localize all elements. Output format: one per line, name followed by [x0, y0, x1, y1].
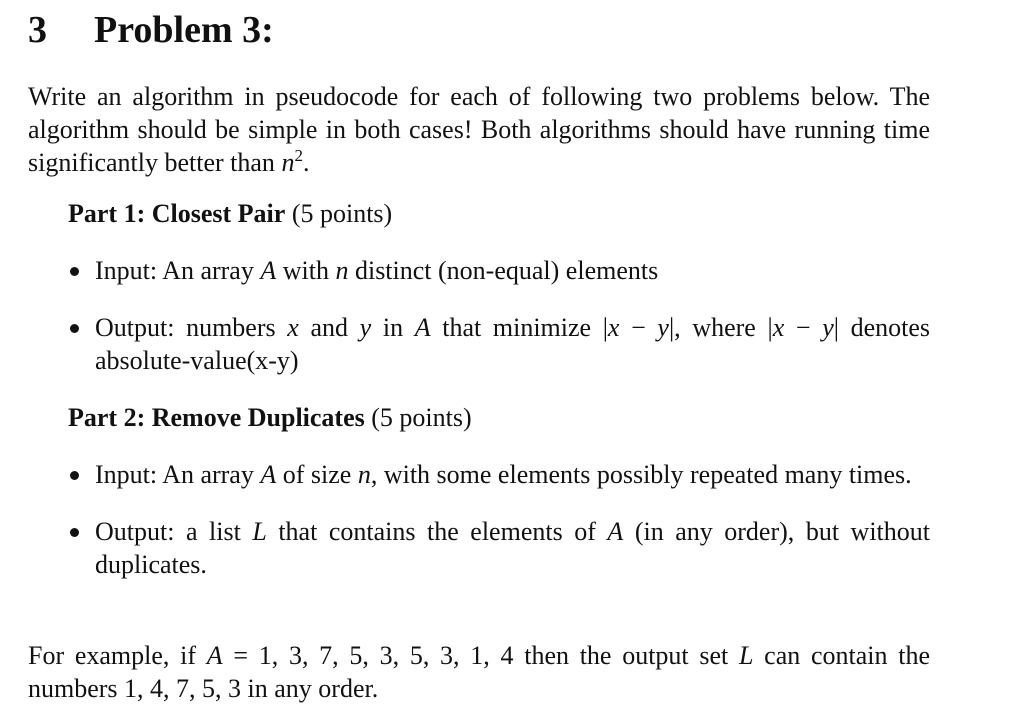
part1-heading [68, 197, 392, 230]
math-var-a: A [206, 641, 223, 670]
part2-input-item [68, 458, 930, 491]
text: (in any order), but without duplicates. [95, 517, 931, 579]
math-var-a: A [260, 460, 277, 489]
part2-title: Part 2: Remove Duplicates [68, 403, 365, 432]
text: = 1, 3, 7, 5, 3, 5, 3, 1, 4 then the output set [222, 641, 739, 670]
part1-input-item [68, 254, 930, 287]
text: Output: numbers [95, 313, 288, 342]
part1-points: (5 points) [291, 199, 393, 228]
example-paragraph [28, 639, 930, 705]
part1-bullet-list [68, 254, 930, 377]
math-var-a: A [260, 256, 277, 285]
math-minus: − [784, 313, 823, 342]
part2-output-item [68, 515, 930, 581]
part2-heading [68, 401, 472, 434]
section-title: Problem 3: [94, 9, 274, 51]
part1-title: Part 1: Closest Pair [68, 199, 286, 228]
math-var-a: A [607, 517, 624, 546]
math-exponent: 2 [294, 146, 303, 165]
math-var-x: x [772, 313, 785, 342]
intro-text: Write an algorithm in pseudocode for each of following two problems below. The algorithm should be simple in both cases! Both algorithms should have running time significantly better than [28, 82, 930, 177]
part2-bullet-list [68, 458, 930, 581]
intro-paragraph [28, 80, 930, 179]
math-minus: − [619, 313, 658, 342]
text: that contains the elements of [266, 517, 608, 546]
text: in [371, 313, 415, 342]
section-heading [28, 6, 274, 54]
text: and [298, 313, 360, 342]
part1-output-item [68, 311, 930, 377]
text: |, where | [668, 313, 773, 342]
text: Input: An array [95, 256, 261, 285]
text: of size [276, 460, 358, 489]
math-var-a: A [414, 313, 431, 342]
text: | denotes absolute-value(x-y) [95, 313, 931, 375]
part2-points: (5 points) [371, 403, 472, 432]
bullet-icon [70, 471, 79, 480]
math-var-n: n [281, 148, 295, 177]
bullet-icon [70, 267, 79, 276]
text: can contain the numbers 1, 4, 7, 5, 3 in any order. [28, 641, 930, 703]
math-var-x: x [287, 313, 299, 342]
math-var-n: n [357, 460, 371, 489]
text: Output: a list [95, 517, 253, 546]
math-var-l: L [738, 641, 754, 670]
math-var-n: n [335, 256, 349, 285]
math-var-l: L [252, 517, 267, 546]
intro-text-end: . [302, 148, 310, 177]
text: with [276, 256, 336, 285]
math-var-y: y [822, 313, 834, 342]
text: For example, if [28, 641, 207, 670]
math-var-y: y [359, 313, 372, 342]
math-var-y: y [657, 313, 669, 342]
bullet-icon [70, 324, 79, 333]
section-number: 3 [28, 9, 47, 51]
text: Input: An array [95, 460, 261, 489]
bullet-icon [70, 528, 79, 537]
text: that minimize | [430, 313, 608, 342]
text: , with some elements possibly repeated many times. [370, 460, 912, 489]
text: distinct (non-equal) elements [348, 256, 659, 285]
math-var-x: x [607, 313, 620, 342]
